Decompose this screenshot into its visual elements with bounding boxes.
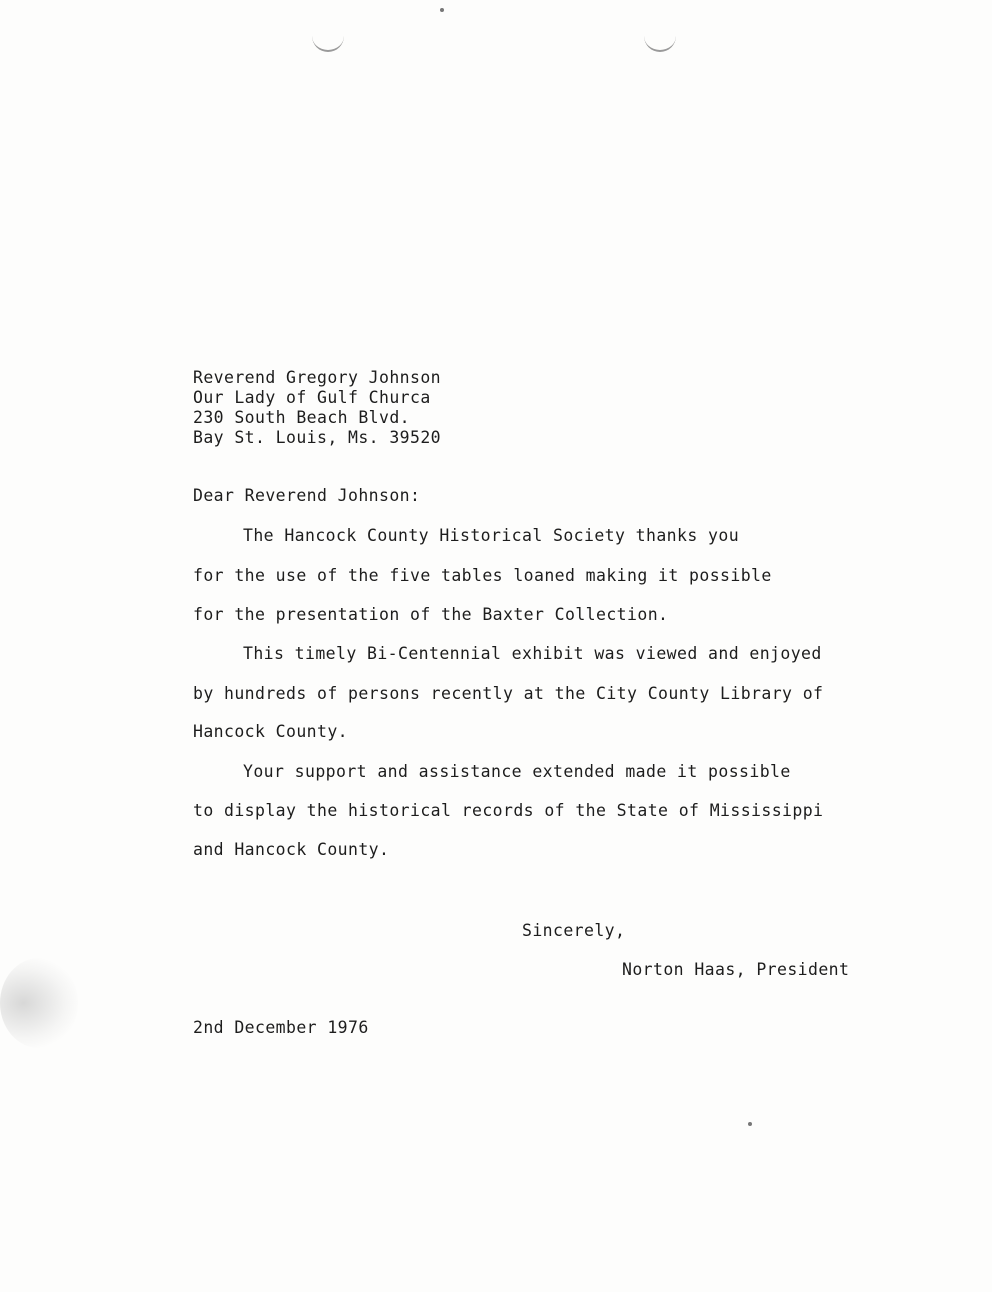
recipient-name: Reverend Gregory Johnson [193,368,442,387]
signature-block: Norton Haas, President [622,960,850,979]
body-line: This timely Bi-Centennial exhibit was viewed and enjoyed [243,644,822,663]
body-line: for the use of the five tables loaned making it possible [193,566,772,585]
speck-mark [440,8,444,12]
body-line: Your support and assistance extended made it possible [243,762,791,781]
body-line: Hancock County. [193,722,349,741]
letter-date: 2nd December 1976 [193,1018,369,1037]
salutation: Dear Reverend Johnson: [193,486,421,505]
body-line: and Hancock County. [193,840,390,859]
closing: Sincerely, [522,921,626,940]
body-line: for the presentation of the Baxter Collection. [193,605,669,624]
body-line: to display the historical records of the State of Mississippi [193,801,824,820]
recipient-organization: Our Lady of Gulf Churca [193,388,431,407]
recipient-city: Bay St. Louis, Ms. 39520 [193,428,442,447]
recipient-street: 230 South Beach Blvd. [193,408,411,427]
punch-hole-mark [644,36,676,52]
punch-hole-mark [312,36,344,52]
page-smudge [0,958,78,1048]
body-line: The Hancock County Historical Society thanks you [243,526,740,545]
body-line: by hundreds of persons recently at the City County Library of [193,684,824,703]
speck-mark [748,1122,752,1126]
